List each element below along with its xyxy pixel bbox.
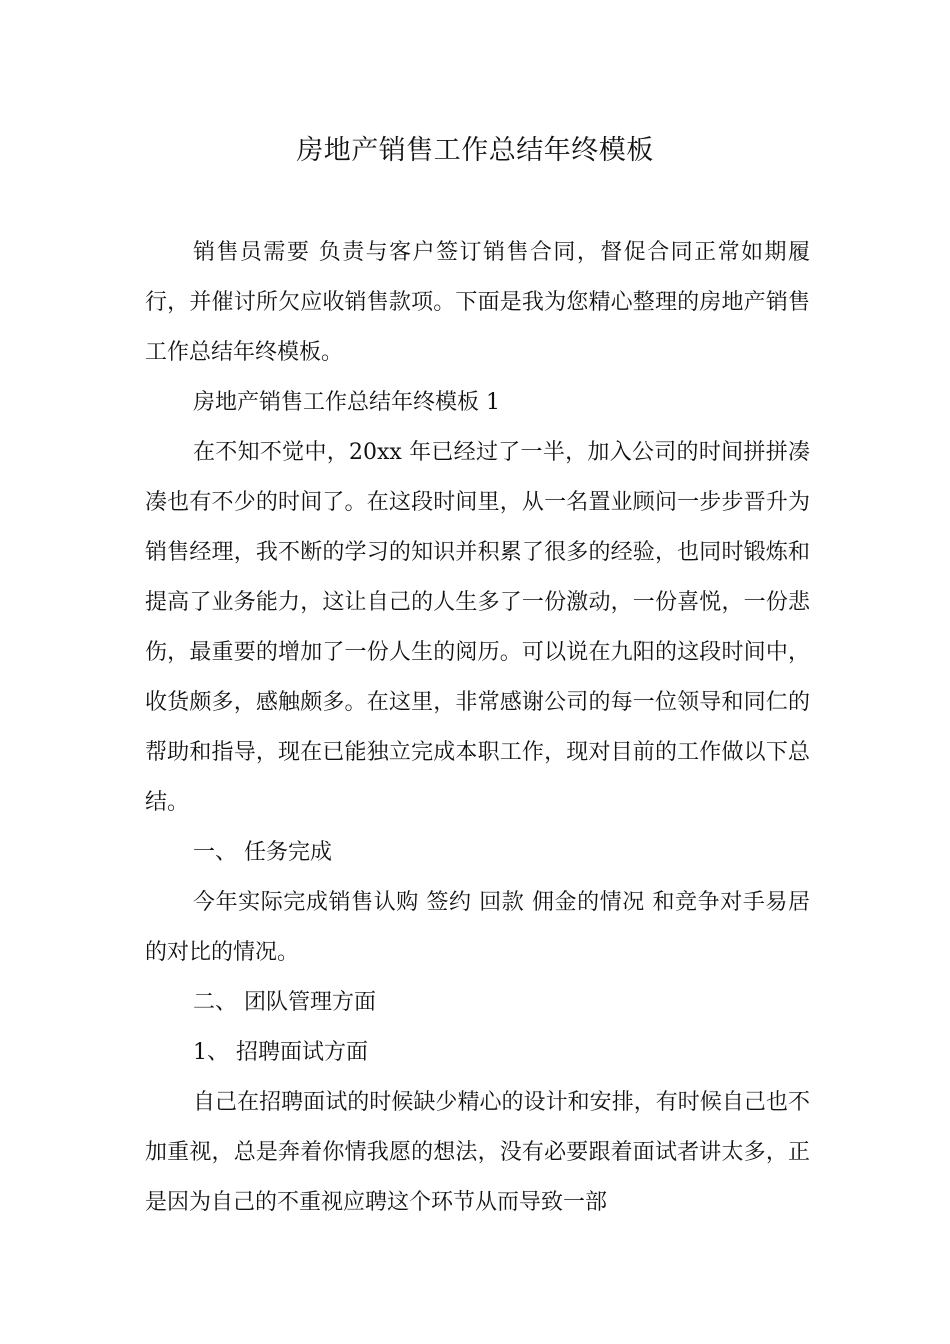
document-title: 房地产销售工作总结年终模板 bbox=[296, 135, 654, 166]
heading-task-completion: 一、 任务完成 bbox=[193, 840, 332, 865]
heading-team-management: 二、 团队管理方面 bbox=[193, 990, 376, 1015]
summary-paragraph: 在不知不觉中，20xx 年已经过了一半，加入公司的时间拼拼凑凑也有不少的时间了。在这段时间里，从一名置业顾问一步步晋升为销售经理，我不断的学习的知识并积累了很多的经验，也同时锻炼和提高了业务能力，这让自己的人生多了一份激动，一份喜悦，一份悲伤，最重要的增加了一份人生的阅历。可以说在九阳的这段时间中，收货颇多，感触颇多。在这里，非常感谢公司的每一位领导和同仁的帮助和指导，现在已能独立完成本职工作，现对目前的工作做以下总结。 bbox=[145, 440, 810, 815]
intro-paragraph: 销售员需要 负责与客户签订销售合同，督促合同正常如期履行，并催讨所欠应收销售款项。下面是我为您精心整理的房地产销售工作总结年终模板。 bbox=[145, 240, 810, 365]
document-body bbox=[145, 228, 810, 1228]
recruitment-paragraph: 自己在招聘面试的时候缺少精心的设计和安排，有时候自己也不加重视，总是奔着你情我愿的想法，没有必要跟着面试者讲太多，正是因为自己的不重视应聘这个环节从而导致一部 bbox=[145, 1090, 810, 1215]
task-completion-paragraph: 今年实际完成销售认购 签约 回款 佣金的情况 和竞争对手易居的对比的情况。 bbox=[145, 890, 810, 965]
heading-recruitment-interview: 1、 招聘面试方面 bbox=[193, 1040, 368, 1065]
section-title: 房地产销售工作总结年终模板 1 bbox=[193, 390, 500, 415]
